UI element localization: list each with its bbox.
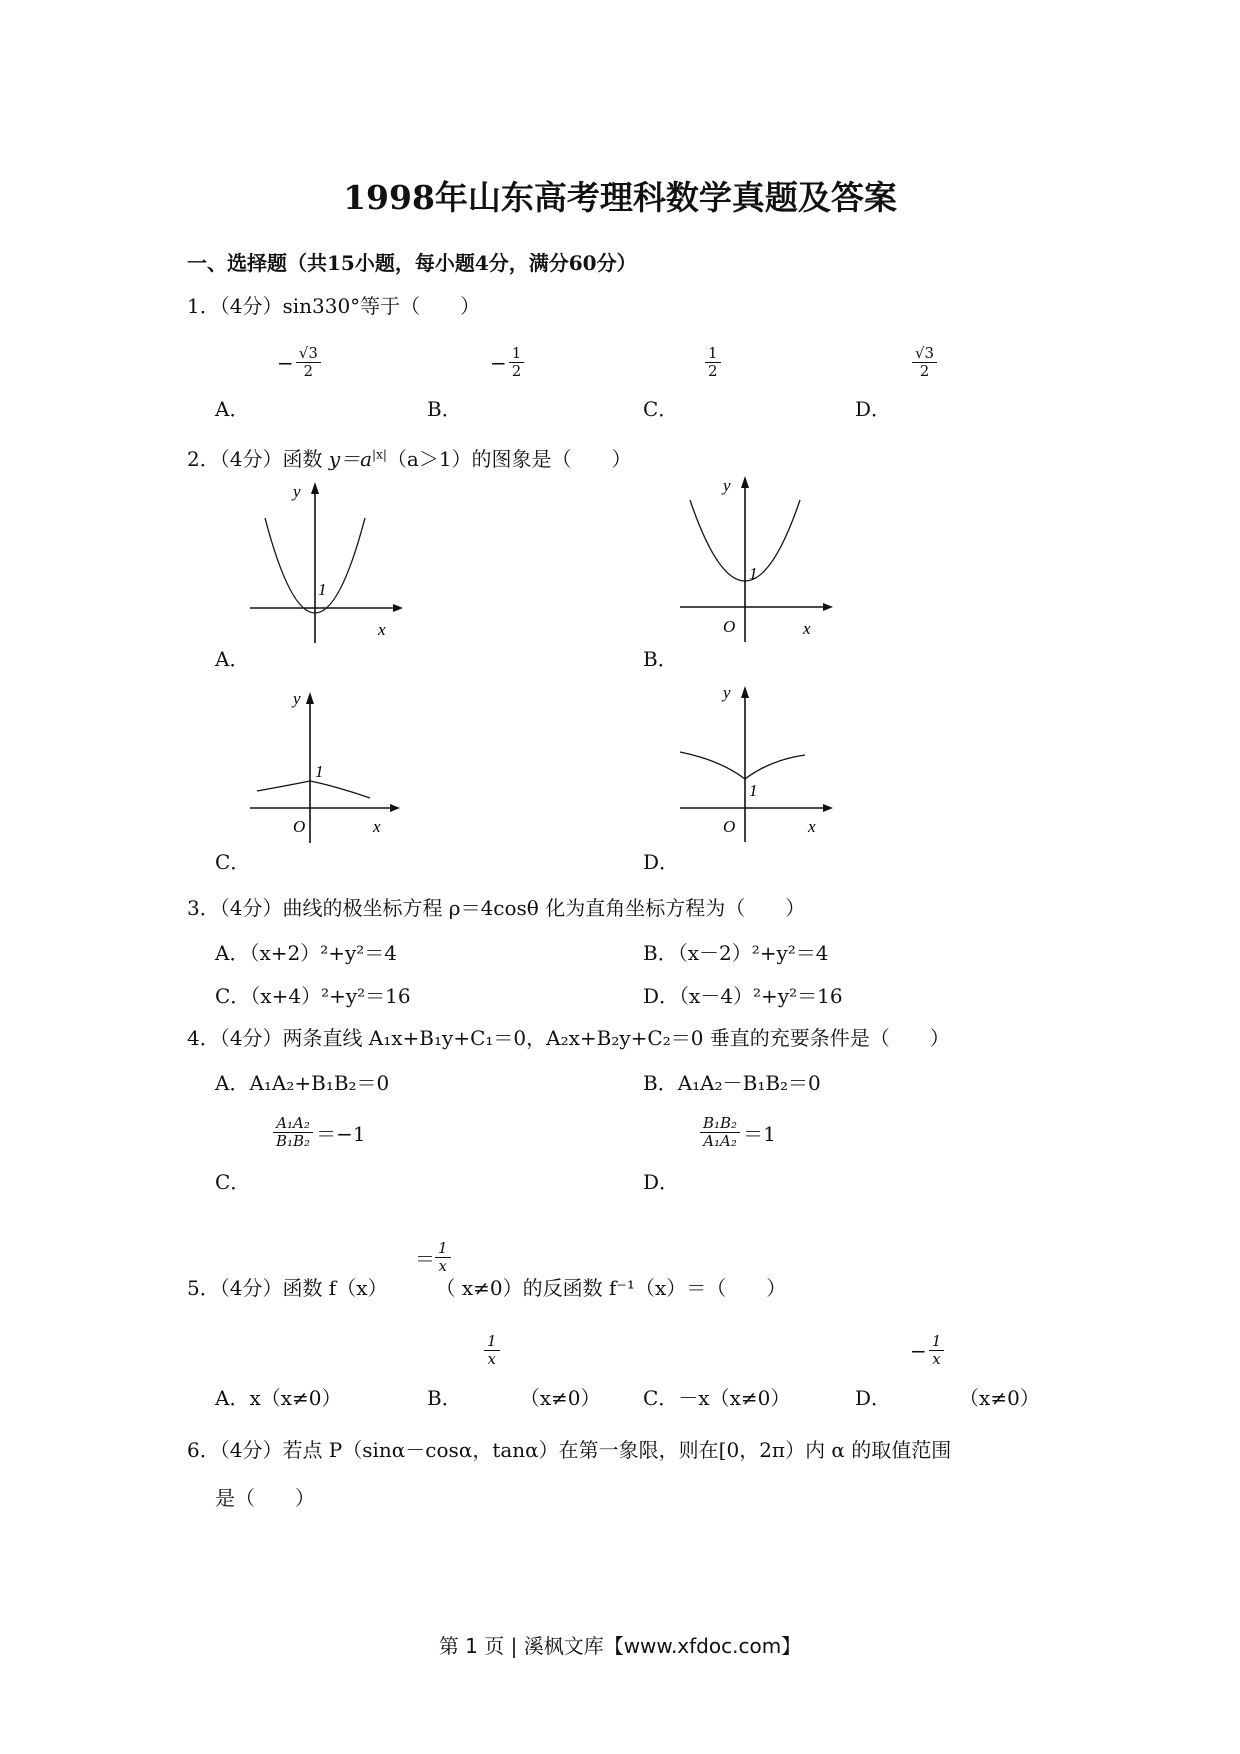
svg-text:x: x xyxy=(808,817,816,836)
svg-text:O: O xyxy=(723,817,736,836)
svg-text:O: O xyxy=(293,817,306,836)
q4-option-c: C． xyxy=(215,1170,251,1194)
q2-option-d: D． xyxy=(643,850,680,874)
svg-text:1: 1 xyxy=(318,580,327,599)
q4-option-b: B．A₁A₂－B₁B₂＝0 xyxy=(643,1071,821,1095)
q5-option-d: D． （x≠0） xyxy=(855,1386,1040,1410)
page-footer: 第 1 页 | 溪枫文库【www.xfdoc.com】 xyxy=(438,1634,802,1658)
q2-option-a: A． xyxy=(215,647,250,671)
q5-option-c: C．－x（x≠0） xyxy=(643,1386,791,1410)
page-title: 1998年山东高考理科数学真题及答案 xyxy=(343,178,897,217)
q2-option-c: C． xyxy=(215,850,251,874)
q5-stem-function-value: ＝ $\frac{1}{x}$ xyxy=(412,1240,451,1275)
q1-option-d: D． xyxy=(855,397,892,421)
section-heading: 一、选择题（共15小题，每小题4分，满分60分） xyxy=(187,251,637,275)
svg-text:x: x xyxy=(803,619,811,638)
svg-text:O: O xyxy=(723,617,736,636)
question-6-stem-continued: 是（ ） xyxy=(215,1486,315,1510)
question-6-stem: 6．（4分）若点 P（sinα－cosα，tanα）在第一象限，则在[0，2π）内 α 的取值范围 xyxy=(187,1438,952,1462)
question-4-stem: 4．（4分）两条直线 A₁x+B₁y+C₁＝0，A₂x+B₂y+C₂＝0 垂直的充要条件是（ ） xyxy=(187,1026,950,1050)
svg-text:y: y xyxy=(723,476,731,495)
q4-option-d: D． xyxy=(643,1170,680,1194)
svg-text:y: y xyxy=(293,482,301,501)
q2-graph-a xyxy=(245,478,405,648)
q3-option-d: D．（x－4）²+y²＝16 xyxy=(643,984,843,1008)
q2-graph-b xyxy=(675,472,835,648)
q3-option-c: C．（x+4）²+y²＝16 xyxy=(215,984,411,1008)
svg-text:y: y xyxy=(293,689,301,708)
q1-option-a: A． xyxy=(215,397,250,421)
q1-option-b-value: − $\frac{1}{2}$ xyxy=(490,345,524,380)
q5-option-d-value: − $\frac{1}{x}$ xyxy=(910,1333,944,1368)
svg-text:x: x xyxy=(373,817,381,836)
q2-option-b: B． xyxy=(643,647,678,671)
q4-option-a: A．A₁A₂+B₁B₂＝0 xyxy=(215,1071,390,1095)
svg-text:y: y xyxy=(723,683,731,702)
question-1-stem: 1．（4分）sin330°等于（ ） xyxy=(187,294,481,318)
question-5-stem: 5．（4分）函数 f（x） （ x≠0）的反函数 f⁻¹（x）＝（ ） xyxy=(187,1276,787,1300)
q4-option-d-value: $\frac{\text{B₁B₂}}{\text{A₁A₂}}$ ＝1 xyxy=(700,1115,776,1150)
q1-option-c: C． xyxy=(643,397,679,421)
question-3-stem: 3．（4分）曲线的极坐标方程 ρ＝4cosθ 化为直角坐标方程为（ ） xyxy=(187,896,806,920)
q5-option-b: B． （x≠0） xyxy=(427,1386,601,1410)
q3-option-a: A．（x+2）²+y²＝4 xyxy=(215,941,398,965)
svg-text:1: 1 xyxy=(315,762,324,781)
q1-option-c-value: $\frac{1}{2}$ xyxy=(705,345,721,380)
q1-option-d-value: $\frac{√3}{2}$ xyxy=(912,345,937,380)
q2-graph-d xyxy=(675,682,835,848)
q4-option-c-value: $\frac{\text{A₁A₂}}{\text{B₁B₂}}$ ＝−1 xyxy=(273,1115,366,1150)
q2-graph-c xyxy=(245,688,405,848)
q5-option-b-value: $\frac{1}{x}$ xyxy=(484,1333,500,1368)
q1-option-a-value: − $\frac{√3}{2}$ xyxy=(277,345,321,380)
q5-option-a: A．x（x≠0） xyxy=(215,1386,342,1410)
svg-text:1: 1 xyxy=(749,781,758,800)
q1-option-b: B． xyxy=(427,397,462,421)
svg-text:1: 1 xyxy=(749,564,758,583)
q3-option-b: B．（x－2）²+y²＝4 xyxy=(643,941,829,965)
svg-text:x: x xyxy=(378,620,386,639)
question-2-stem: 2．（4分）函数 $y=a^{|x|}(a>1)$的图象是（ ） xyxy=(187,447,632,471)
